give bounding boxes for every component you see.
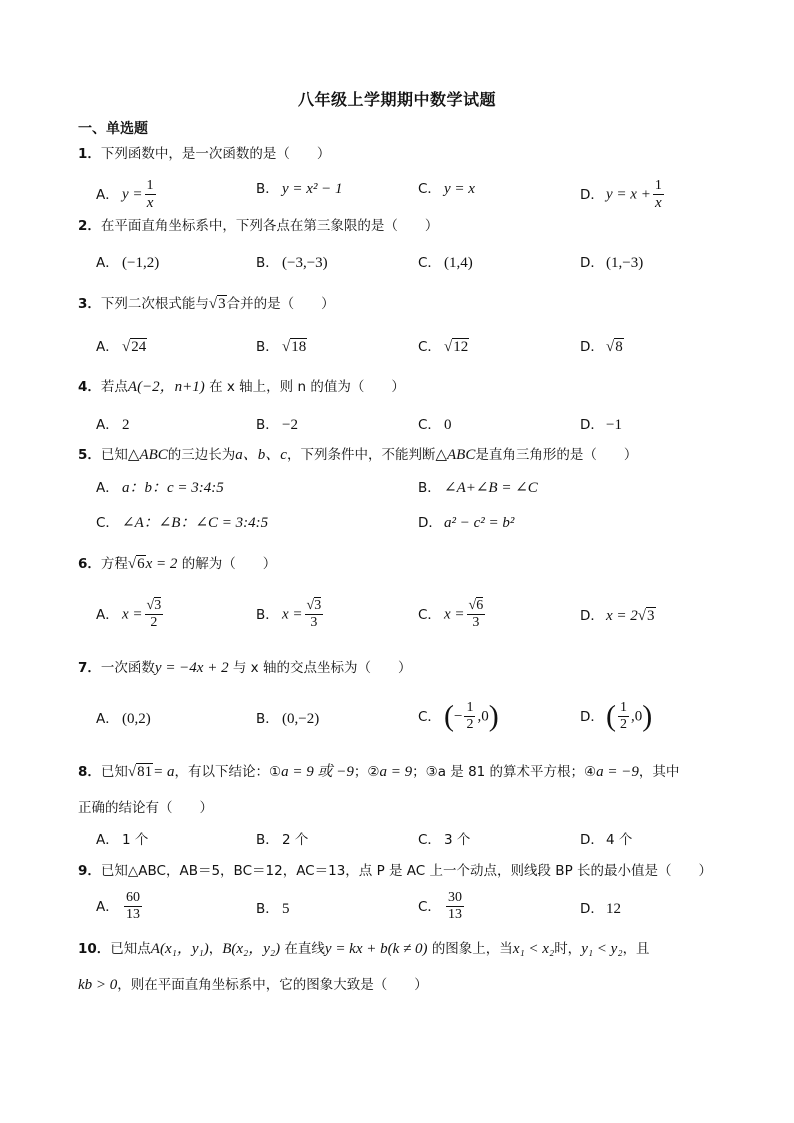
option-math: y = x + [606, 186, 651, 203]
option-math: x = [444, 606, 465, 623]
option-math: 0 [444, 417, 452, 433]
option-label: D． [580, 708, 604, 725]
fraction-denominator: 13 [126, 907, 140, 922]
question-number: 8． [78, 764, 101, 780]
radicand: 3 [314, 598, 322, 613]
question-text: 合并的是（ ） [226, 296, 335, 312]
question-text: 在平面直角坐标系中，下列各点在第三象限的是（ ） [100, 218, 439, 234]
option-math: x = [282, 606, 303, 623]
option-label: C． [418, 606, 441, 623]
q7-option-d[interactable] [580, 700, 652, 733]
question-math: A(−2，n+1) [127, 379, 205, 395]
question-text: ； [412, 764, 426, 780]
question-text: 若点 [100, 379, 128, 395]
option-label: A． [96, 898, 119, 915]
left-paren: ( [444, 699, 454, 733]
fraction-numerator: 1 [466, 700, 474, 715]
exam-title: 八年级上学期期中数学试题 [297, 90, 496, 109]
question-math: kb > 0 [78, 977, 118, 993]
left-paren: ( [606, 699, 616, 733]
radicand: 6 [476, 598, 484, 613]
question-text: 一次函数 [100, 660, 155, 676]
option-label: D． [580, 186, 604, 203]
option-label: D． [580, 608, 604, 624]
option-label: C． [418, 832, 441, 848]
option-label: B． [256, 255, 279, 271]
option-label: A． [96, 711, 119, 727]
option-label: D． [418, 515, 442, 531]
option-math: ,0 [477, 708, 489, 725]
option-fraction [145, 178, 156, 211]
question-text: 下列二次根式能与 [100, 296, 209, 312]
option-fraction [124, 890, 142, 923]
question-4-stem [78, 377, 405, 397]
q9-option-d[interactable] [580, 898, 621, 920]
question-text: a 是 81 的算术平方根； [437, 764, 585, 780]
question-text: 的图象上，当 [431, 941, 513, 957]
option-math: y = [122, 186, 143, 203]
q9-option-c[interactable] [418, 890, 466, 923]
q6-option-d[interactable] [580, 605, 656, 627]
option-label: C． [418, 339, 441, 355]
option-label: A． [96, 186, 119, 203]
option-label: D． [580, 255, 604, 271]
radicand: 18 [291, 339, 307, 355]
radicand: 8 [615, 339, 623, 355]
option-label: A． [96, 339, 119, 355]
option-label: A． [96, 417, 119, 433]
question-1-stem [78, 144, 330, 164]
question-text: 下列函数中，是一次函数的是（ ） [100, 146, 331, 162]
radicand: 12 [453, 339, 469, 355]
right-paren: ) [642, 699, 653, 733]
question-text: ； [353, 764, 368, 780]
q2-option-d[interactable] [580, 252, 643, 274]
sqrt-expression: √81 [127, 764, 153, 780]
q7-option-b[interactable] [256, 708, 319, 730]
q5-option-c[interactable] [96, 512, 268, 534]
option-fraction [446, 890, 464, 923]
question-10-stem [78, 939, 650, 959]
question-text: 的解为（ ） [181, 556, 277, 572]
option-label: B． [256, 417, 279, 433]
option-label: B． [256, 901, 279, 917]
option-math: (−3,−3) [282, 255, 328, 271]
option-label: D． [580, 339, 604, 355]
question-math: a、b、c [235, 447, 287, 463]
q9-option-b[interactable] [256, 898, 290, 920]
q4-option-d[interactable] [580, 414, 622, 436]
q3-option-a[interactable] [96, 336, 147, 358]
q3-option-c[interactable] [418, 336, 469, 358]
question-3-stem [78, 294, 335, 314]
question-text: 正确的结论有（ ） [78, 800, 213, 816]
option-math: y = x [444, 181, 475, 197]
option-label: C． [96, 515, 119, 531]
option-label: B． [256, 711, 279, 727]
option-label: D． [580, 832, 604, 848]
fraction-numerator: √3 [146, 598, 162, 613]
radicand: 3 [218, 296, 226, 312]
question-10-stem-line-2 [78, 975, 428, 995]
fraction-numerator: 1 [654, 178, 662, 193]
option-label: C． [418, 181, 441, 197]
radicand: 24 [131, 339, 147, 355]
fraction-denominator: x [654, 195, 662, 211]
option-fraction [464, 700, 475, 733]
fraction-numerator: 30 [448, 890, 462, 905]
option-label: B． [256, 832, 279, 848]
fraction-denominator: 3 [310, 615, 318, 630]
q8-option-d[interactable] [580, 829, 632, 851]
option-label: A． [96, 255, 119, 271]
fraction-denominator: 2 [620, 717, 627, 732]
question-text: 已知点 [110, 941, 151, 957]
fraction-denominator: 2 [466, 717, 474, 732]
question-math: △ABC [435, 447, 476, 463]
question-math: A(x₁，y₁) [150, 941, 209, 957]
option-text: 1 个 [122, 832, 149, 848]
option-fraction [467, 598, 486, 631]
option-math: 12 [606, 901, 621, 917]
question-math: y = kx + b(k ≠ 0) [324, 941, 428, 957]
q9-option-a[interactable] [96, 890, 144, 923]
q8-option-a[interactable] [96, 829, 148, 851]
fraction-numerator: √6 [468, 598, 484, 613]
question-9-stem [78, 861, 712, 881]
sqrt-expression: √18 [282, 339, 307, 355]
question-text: 已知 [100, 764, 128, 780]
sqrt-expression: √6 [127, 556, 145, 572]
question-math: B(x₂，y₂) [222, 941, 281, 957]
option-label: A． [96, 606, 119, 623]
option-fraction [618, 700, 629, 733]
sqrt-expression: √3 [637, 608, 655, 624]
option-label: D． [580, 417, 604, 433]
q2-option-a[interactable] [96, 252, 159, 274]
option-math: y = x² − 1 [282, 181, 343, 197]
option-label: C． [418, 255, 441, 271]
right-paren: ) [488, 699, 499, 733]
option-label: B． [256, 339, 279, 355]
option-text: 3 个 [444, 832, 471, 848]
question-number: 2． [78, 218, 101, 234]
option-label: B． [418, 480, 441, 496]
option-label: A． [96, 832, 119, 848]
question-text: ，其中 [638, 764, 680, 780]
option-fraction [305, 598, 324, 631]
option-math: a² − c² = b² [444, 515, 515, 531]
q6-option-c[interactable] [418, 598, 487, 631]
question-number: 9． [78, 863, 101, 879]
question-text: ，有以下结论： [174, 764, 270, 780]
fraction-numerator: 60 [126, 890, 140, 905]
question-text: 在直线 [284, 941, 325, 957]
option-text: 2 个 [282, 832, 309, 848]
option-math: −1 [606, 417, 622, 433]
circled-number-2: ② [367, 764, 380, 780]
circled-number-1: ① [269, 764, 282, 780]
q5-option-a[interactable] [96, 477, 224, 499]
q5-option-d[interactable] [418, 512, 514, 534]
question-text: 方程 [100, 556, 128, 572]
fraction-denominator: 13 [448, 907, 462, 922]
option-label: B． [256, 606, 279, 623]
circled-number-4: ④ [584, 764, 597, 780]
question-text: 与 x 轴的交点坐标为（ ） [232, 660, 412, 676]
question-text: 时， [554, 941, 582, 957]
sqrt-expression: √8 [606, 339, 623, 355]
q3-option-b[interactable] [256, 336, 307, 358]
question-2-stem [78, 216, 438, 236]
q7-option-a[interactable] [96, 708, 151, 730]
question-6-stem [78, 554, 276, 574]
sqrt-expression: √12 [444, 339, 469, 355]
q8-option-b[interactable] [256, 829, 308, 851]
fraction-denominator: x [146, 195, 154, 211]
question-text: ， [208, 941, 223, 957]
question-text: 的三边长为 [167, 447, 236, 463]
option-label: C． [418, 417, 441, 433]
option-math: 2 [122, 417, 130, 433]
option-math: − [454, 708, 463, 725]
option-math: x = [122, 606, 143, 623]
question-number: 6． [78, 556, 101, 572]
radicand: 3 [647, 608, 655, 624]
question-text: 已知△ABC，AB＝5，BC＝12，AC＝13，点 P 是 AC 上一个动点，则线段 BP 长的最小值是（ ） [100, 863, 713, 879]
q4-option-a[interactable] [96, 414, 130, 436]
q7-option-c[interactable] [418, 700, 499, 733]
question-number: 4． [78, 379, 101, 395]
q3-option-d[interactable] [580, 336, 624, 358]
radicand: 6 [137, 556, 145, 572]
question-text: ，下列条件中，不能判断 [286, 447, 436, 463]
option-label: C． [418, 898, 441, 915]
question-text: 已知 [100, 447, 128, 463]
sqrt-expression: √3 [208, 296, 226, 312]
question-text: 是直角三角形的是（ ） [475, 447, 638, 463]
q6-option-b[interactable] [256, 598, 325, 631]
option-label: B． [256, 181, 279, 197]
question-number: 3． [78, 296, 101, 312]
q6-option-a[interactable] [96, 598, 165, 631]
option-math: ,0 [631, 708, 643, 725]
question-math: x₁ < x₂ [512, 941, 555, 957]
fraction-numerator: 1 [620, 700, 627, 715]
question-7-stem [78, 658, 411, 678]
question-math: a = −9 [596, 764, 639, 780]
q1-option-a[interactable] [96, 178, 158, 211]
radicand: 81 [137, 764, 153, 780]
question-math: y₁ < y₂ [581, 941, 623, 957]
fraction-numerator: 1 [146, 178, 154, 193]
option-math: 5 [282, 901, 290, 917]
question-number: 1． [78, 146, 101, 162]
q4-option-b[interactable] [256, 414, 298, 436]
question-number: 5． [78, 447, 101, 463]
q1-option-d[interactable] [580, 178, 666, 211]
question-math: x = 2 [145, 556, 178, 572]
fraction-denominator: 3 [472, 615, 480, 630]
q2-option-c[interactable] [418, 252, 473, 274]
q2-option-b[interactable] [256, 252, 328, 274]
section-heading: 一、单选题 [78, 121, 148, 137]
option-fraction [145, 598, 164, 631]
q8-option-c[interactable] [418, 829, 470, 851]
option-math: −2 [282, 417, 298, 433]
q1-option-b[interactable] [256, 178, 343, 200]
option-math: (0,−2) [282, 711, 320, 727]
option-math: (1,−3) [606, 255, 644, 271]
option-label: C． [418, 708, 441, 725]
question-number: 7． [78, 660, 101, 676]
q5-option-b[interactable] [418, 477, 538, 499]
q1-option-c[interactable] [418, 178, 475, 200]
option-math: ∠A：∠B：∠C = 3:4:5 [122, 515, 269, 531]
question-8-stem [78, 762, 679, 782]
question-5-stem [78, 445, 637, 465]
option-math: ∠A+∠B = ∠C [444, 480, 538, 496]
option-math: x = 2 [606, 608, 638, 624]
question-text: 在 x 轴上，则 n 的值为（ ） [209, 379, 405, 395]
question-math: a = 9 或 −9 [281, 764, 354, 780]
question-text: ，且 [622, 941, 650, 957]
question-math: a = 9 [379, 764, 413, 780]
question-text: ，则在平面直角坐标系中，它的图象大致是（ ） [117, 977, 428, 993]
question-math: y = −4x + 2 [154, 660, 229, 676]
option-text: 4 个 [606, 832, 633, 848]
option-math: (−1,2) [122, 255, 160, 271]
question-math: △ABC [127, 447, 168, 463]
question-number: 10． [78, 941, 111, 957]
question-math: = a [153, 764, 175, 780]
q4-option-c[interactable] [418, 414, 452, 436]
radicand: 3 [154, 598, 162, 613]
question-8-stem-line-2 [78, 798, 213, 818]
option-math: (0,2) [122, 711, 151, 727]
option-label: D． [580, 901, 604, 917]
option-label: A． [96, 480, 119, 496]
circled-number-3: ③ [425, 764, 438, 780]
sqrt-expression: √24 [122, 339, 147, 355]
option-math: a：b：c = 3:4:5 [122, 480, 224, 496]
fraction-denominator: 2 [150, 615, 158, 630]
option-fraction [653, 178, 664, 211]
fraction-numerator: √3 [306, 598, 322, 613]
option-math: (1,4) [444, 255, 473, 271]
